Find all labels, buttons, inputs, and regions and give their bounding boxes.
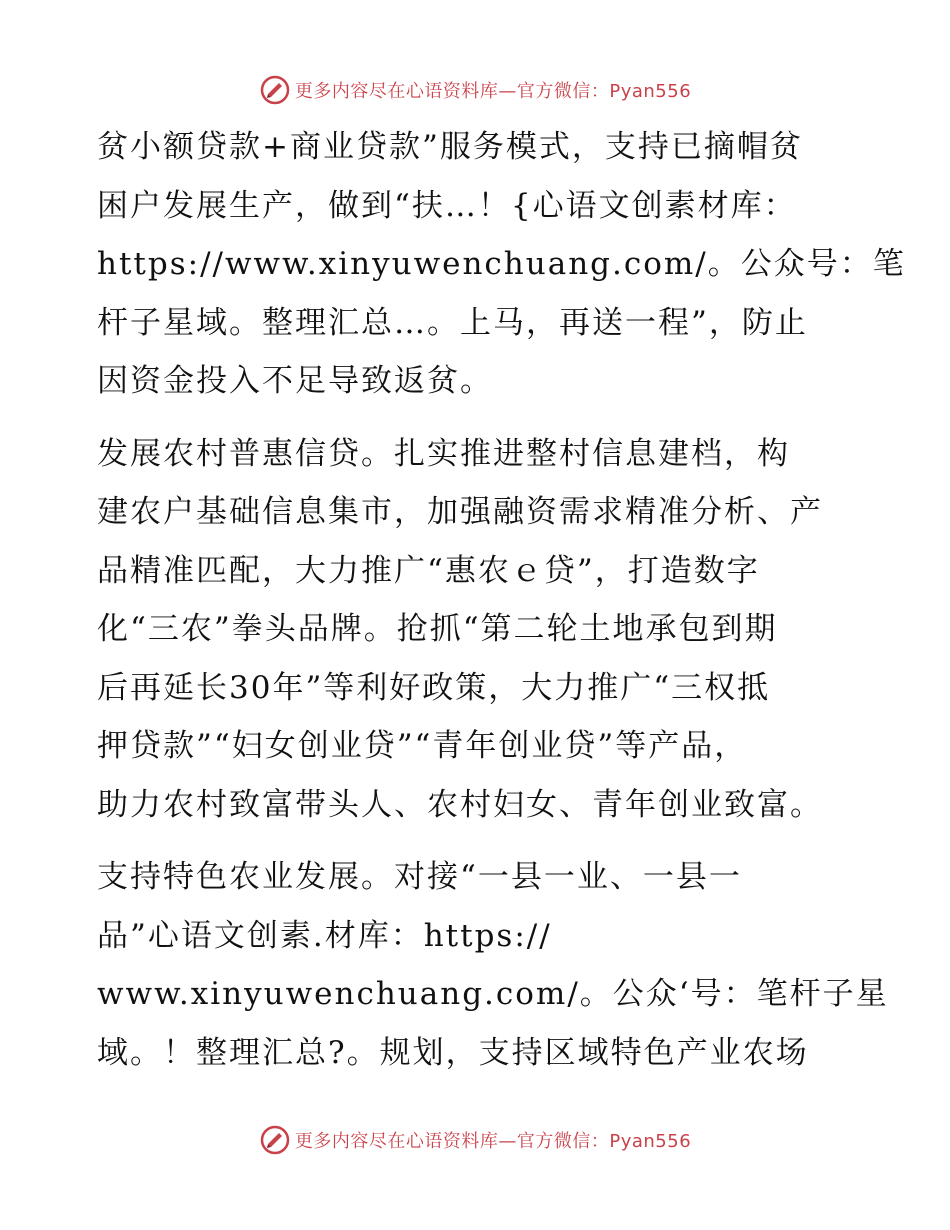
text-line: 品”心语文创素.材库：https:// bbox=[97, 917, 552, 954]
document-body bbox=[97, 118, 906, 1082]
text-line: 建农户基础信息集市，加强融资需求精准分析、产 bbox=[97, 494, 823, 530]
text-line: https://www.xinyuwenchuang.com/。公众号：笔 bbox=[97, 246, 906, 282]
text-line: 助力农村致富带头人、农村妇女、青年创业致富。 bbox=[97, 786, 823, 823]
text-line: 品精准匹配，大力推广“惠农ｅ贷”，打造数字 bbox=[97, 552, 760, 589]
text-line: 域。！整理汇总?。规划，支持区域特色产业农场 bbox=[97, 1034, 809, 1071]
text-line: 支持特色农业发展。对接“一县一业、一县一 bbox=[97, 859, 742, 895]
footer-banner-text: 更多内容尽在心语资料库—官方微信：Pyan556 bbox=[294, 1131, 692, 1152]
text-line: 化“三农”拳头品牌。抢抓“第二轮土地承包到期 bbox=[97, 611, 778, 647]
text-line: 杆子星域。整理汇总…。上马，再送一程”，防止 bbox=[97, 304, 808, 341]
header-banner bbox=[0, 72, 950, 108]
text-line: 后再延长30年”等利好政策，大力推广“三权抵 bbox=[97, 669, 771, 706]
header-banner-text: 更多内容尽在心语资料库—官方微信：Pyan556 bbox=[294, 81, 692, 102]
text-line: 困户发展生产，做到“扶…！{心语文创素材库： bbox=[97, 187, 797, 224]
text-line: 贫小额贷款+商业贷款”服务模式，支持已摘帽贫 bbox=[97, 129, 803, 165]
logo-icon bbox=[259, 1124, 291, 1156]
paragraph bbox=[97, 118, 906, 411]
text-line: 押贷款”“妇女创业贷”“青年创业贷”等产品， bbox=[97, 728, 748, 764]
paragraph bbox=[97, 848, 889, 1082]
logo-icon bbox=[259, 74, 291, 106]
text-line: 发展农村普惠信贷。扎实推进整村信息建档，构 bbox=[97, 435, 790, 472]
text-line: 因资金投入不足导致返贫。 bbox=[97, 363, 493, 399]
footer-banner bbox=[0, 1122, 950, 1158]
paragraph bbox=[97, 425, 857, 835]
text-line: www.xinyuwenchuang.com/。公众‘号：笔杆子星 bbox=[97, 976, 889, 1012]
